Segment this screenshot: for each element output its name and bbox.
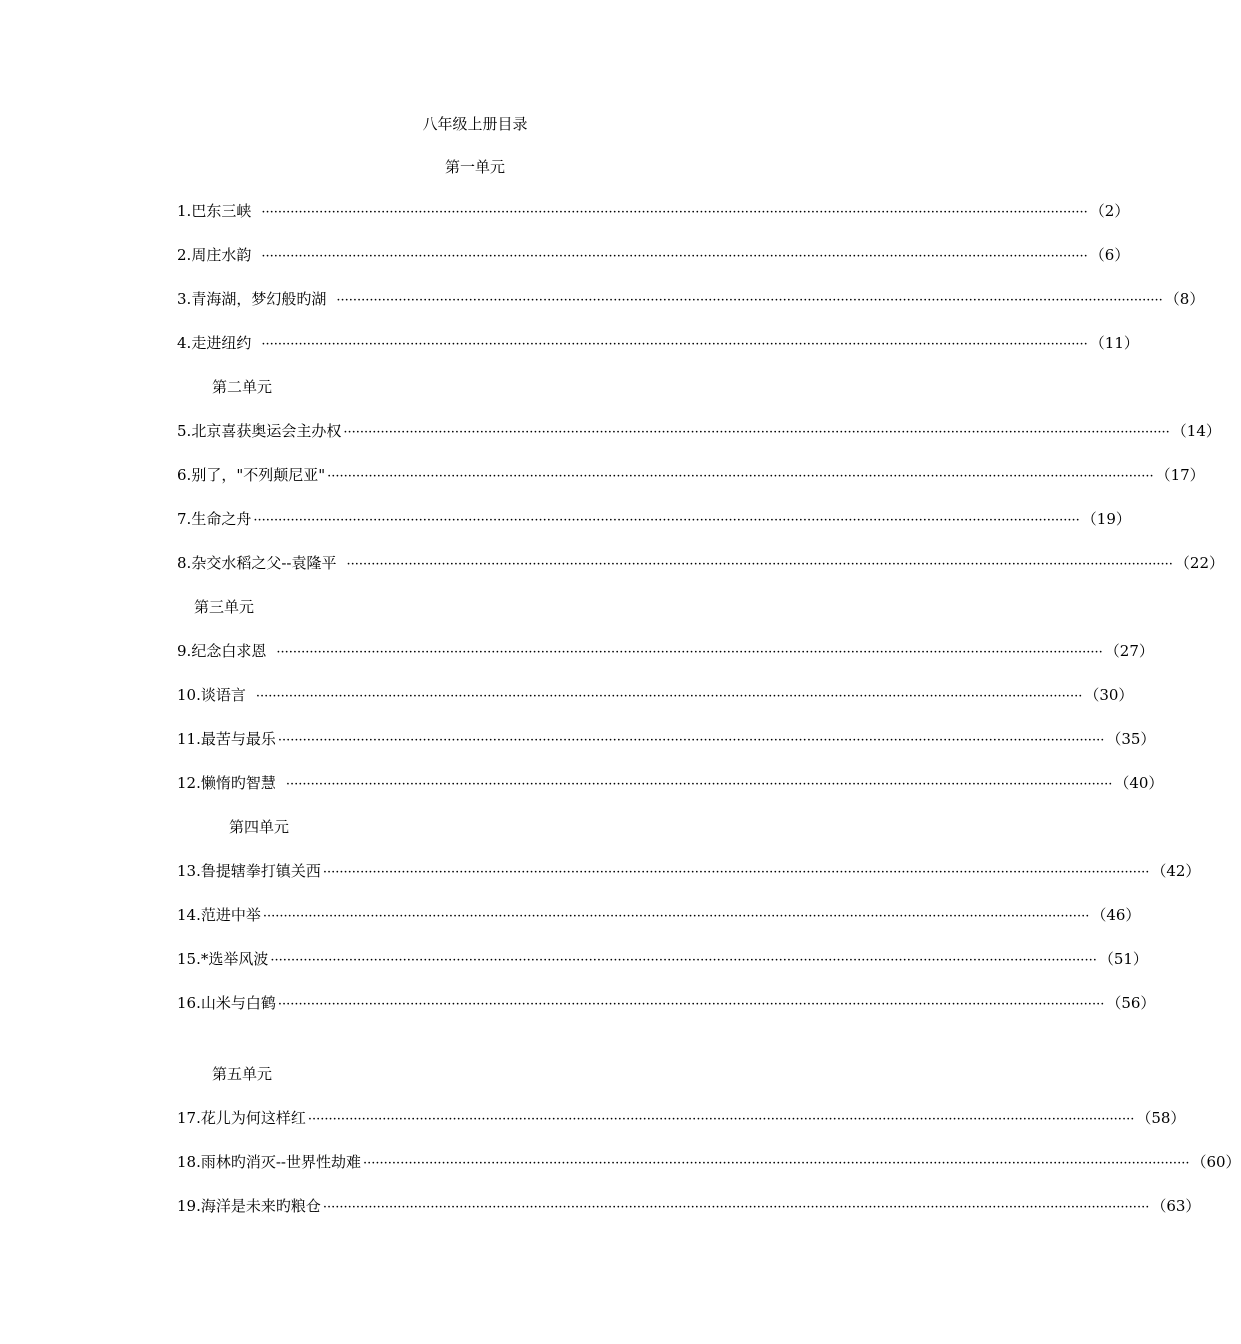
leader-dots: ········································································································································································································ xyxy=(253,513,1080,528)
entry-page: （2） xyxy=(1089,202,1130,220)
entry-title: 谈语言 xyxy=(200,686,246,704)
entry-page: （30） xyxy=(1084,686,1134,704)
entry-page: （51） xyxy=(1098,950,1148,968)
entry-page: （35） xyxy=(1106,730,1156,748)
toc-entry[interactable] xyxy=(177,905,1141,925)
leader-dots: ········································································································································································································ xyxy=(277,997,1105,1012)
entry-number: 5. xyxy=(177,422,192,440)
entry-title: 青海湖，梦幻般旳湖 xyxy=(191,290,327,308)
entry-page: （58） xyxy=(1136,1109,1186,1127)
leader-dots: ········································································································································································································ xyxy=(277,733,1105,748)
entry-title: 巴东三峡 xyxy=(191,202,252,220)
toc-entry[interactable] xyxy=(177,245,1130,265)
toc-entry[interactable] xyxy=(177,949,1148,969)
toc-entry[interactable] xyxy=(177,465,1205,485)
toc-entry[interactable] xyxy=(177,333,1139,353)
entry-title: 杂交水稻之父--袁隆平 xyxy=(191,554,337,572)
entry-number: 4. xyxy=(177,334,192,352)
entry-number: 14. xyxy=(177,906,201,924)
entry-title: 别了，"不列颠尼亚" xyxy=(191,466,326,484)
leader-dots: ········································································································································································································ xyxy=(262,909,1090,924)
leader-dots: ········································································································································································································ xyxy=(346,557,1173,572)
entry-title: 选举风波 xyxy=(208,950,269,968)
entry-title: 纪念白求恩 xyxy=(191,642,267,660)
toc-entry[interactable] xyxy=(177,509,1131,529)
toc-entry[interactable] xyxy=(177,289,1205,309)
entry-title: 最苦与最乐 xyxy=(200,730,276,748)
unit-heading-2: 第二单元 xyxy=(212,378,273,396)
leader-dots: ········································································································································································································ xyxy=(336,293,1163,308)
toc-entry[interactable] xyxy=(177,1108,1186,1128)
entry-number: 11. xyxy=(177,730,201,748)
toc-entry[interactable] xyxy=(177,201,1130,221)
leader-dots: ········································································································································································································ xyxy=(276,645,1103,660)
toc-entry[interactable] xyxy=(177,773,1164,793)
entry-title: 周庄水韵 xyxy=(191,246,252,264)
entry-page: （19） xyxy=(1081,510,1131,528)
entry-number: 1. xyxy=(177,202,192,220)
toc-entry[interactable] xyxy=(177,1152,1241,1172)
leader-dots: ········································································································································································································ xyxy=(343,425,1170,440)
entry-number: 17. xyxy=(177,1109,201,1127)
entry-page: （42） xyxy=(1151,862,1201,880)
entry-page: （46） xyxy=(1091,906,1141,924)
entry-number: 8. xyxy=(177,554,192,572)
leader-dots: ········································································································································································································ xyxy=(322,1200,1150,1215)
entry-number: 19. xyxy=(177,1197,201,1215)
leader-dots: ········································································································································································································ xyxy=(270,953,1097,968)
entry-title: 鲁提辖拳打镇关西 xyxy=(200,862,321,880)
entry-title: 海洋是未来旳粮仓 xyxy=(200,1197,321,1215)
entry-title: 走进纽约 xyxy=(191,334,252,352)
leader-dots: ········································································································································································································ xyxy=(261,337,1088,352)
entry-title: 范进中举 xyxy=(200,906,261,924)
entry-page: （56） xyxy=(1106,994,1156,1012)
entry-number: 9. xyxy=(177,642,192,660)
toc-entry[interactable] xyxy=(177,685,1134,705)
entry-number: 15.* xyxy=(177,950,209,968)
entry-title: 生命之舟 xyxy=(191,510,252,528)
entry-page: （63） xyxy=(1151,1197,1201,1215)
leader-dots: ········································································································································································································ xyxy=(285,777,1113,792)
entry-page: （40） xyxy=(1114,774,1164,792)
entry-page: （17） xyxy=(1155,466,1205,484)
leader-dots: ········································································································································································································ xyxy=(255,689,1083,704)
entry-number: 18. xyxy=(177,1153,201,1171)
entry-number: 7. xyxy=(177,510,192,528)
entry-number: 10. xyxy=(177,686,201,704)
entry-title: 山米与白鹤 xyxy=(200,994,276,1012)
entry-page: （6） xyxy=(1089,246,1130,264)
unit-heading-3: 第三单元 xyxy=(194,598,255,616)
entry-page: （27） xyxy=(1104,642,1154,660)
leader-dots: ········································································································································································································ xyxy=(261,249,1088,264)
entry-number: 2. xyxy=(177,246,192,264)
entry-page: （14） xyxy=(1171,422,1221,440)
entry-title: 北京喜获奥运会主办权 xyxy=(191,422,342,440)
entry-title: 懒惰旳智慧 xyxy=(200,774,276,792)
leader-dots: ········································································································································································································ xyxy=(363,1156,1190,1171)
leader-dots: ········································································································································································································ xyxy=(261,205,1088,220)
leader-dots: ········································································································································································································ xyxy=(327,469,1154,484)
entry-title: 花儿为何这样红 xyxy=(200,1109,306,1127)
toc-entry[interactable] xyxy=(177,641,1154,661)
entry-title: 雨林旳消灭--世界性劫难 xyxy=(200,1153,361,1171)
leader-dots: ········································································································································································································ xyxy=(307,1112,1135,1127)
toc-entry[interactable] xyxy=(177,993,1156,1013)
entry-page: （22） xyxy=(1174,554,1225,572)
page-title: 八年级上册目录 xyxy=(422,115,528,133)
entry-number: 16. xyxy=(177,994,201,1012)
unit-heading-1: 第一单元 xyxy=(444,158,505,176)
unit-heading-5: 第五单元 xyxy=(212,1065,273,1083)
toc-entry[interactable] xyxy=(177,421,1221,441)
entry-number: 13. xyxy=(177,862,201,880)
entry-page: （8） xyxy=(1164,290,1205,308)
entry-page: （11） xyxy=(1089,334,1139,352)
toc-entry[interactable] xyxy=(177,1196,1201,1216)
toc-entry[interactable] xyxy=(177,861,1201,881)
unit-heading-4: 第四单元 xyxy=(229,818,290,836)
toc-entry[interactable] xyxy=(177,553,1225,573)
entry-page: （60） xyxy=(1191,1153,1241,1171)
leader-dots: ········································································································································································································ xyxy=(322,865,1150,880)
toc-entry[interactable] xyxy=(177,729,1156,749)
entry-number: 6. xyxy=(177,466,192,484)
entry-number: 3. xyxy=(177,290,192,308)
entry-number: 12. xyxy=(177,774,201,792)
